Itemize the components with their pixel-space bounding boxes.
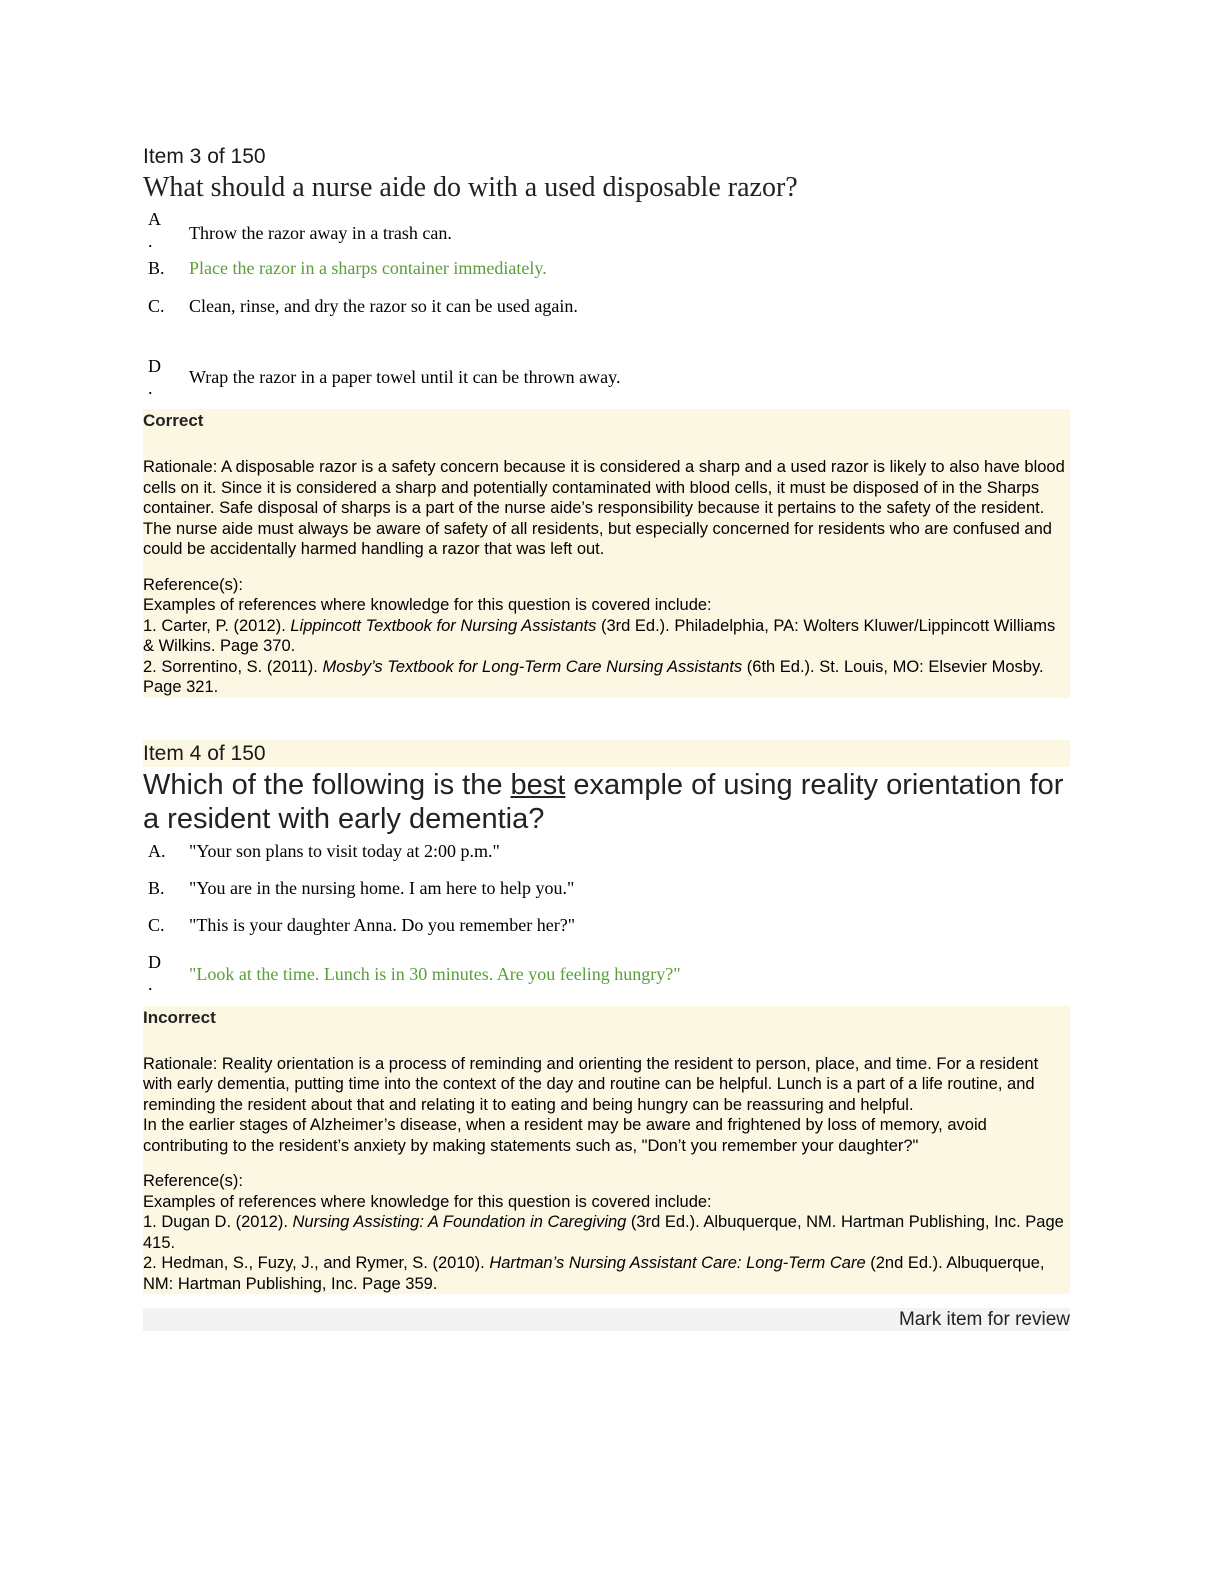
option-text: Place the razor in a sharps container immediately. <box>189 258 547 278</box>
option-letter: B. <box>148 877 165 898</box>
references-label: Reference(s): <box>143 1172 243 1190</box>
option-letter: D . <box>148 951 161 994</box>
feedback-panel <box>143 409 1070 698</box>
option-letter: A . <box>148 209 161 251</box>
references-intro: Examples of references where knowledge for this question is covered include: <box>143 596 712 614</box>
option-d[interactable] <box>143 355 1070 409</box>
references-intro: Examples of references where knowledge for this question is covered include: <box>143 1192 712 1211</box>
page-content <box>143 143 1070 1331</box>
option-text: "This is your daughter Anna. Do you remember her?" <box>189 914 576 935</box>
mark-review-bar <box>143 1308 1070 1331</box>
item-4 <box>143 740 1070 1295</box>
mark-review-link[interactable]: Mark item for review <box>898 1309 1070 1330</box>
option-text: "Your son plans to visit today at 2:00 p.m." <box>189 840 500 861</box>
question-text: Which of the following is the best example of using reality orientation for a resident with early dementia? <box>143 768 1064 835</box>
rationale-text: The nurse aide must always be aware of safety of all residents, but especially concerned for residents who are confused and could be accidentally harmed handling a razor that was left out. <box>143 519 1052 558</box>
option-text: Clean, rinse, and dry the razor so it can be used again. <box>189 296 578 316</box>
feedback-panel <box>143 1006 1070 1295</box>
item-counter: Item 3 of 150 <box>143 145 266 168</box>
option-c[interactable] <box>143 914 1070 951</box>
item-3 <box>143 143 1070 698</box>
option-d[interactable] <box>143 951 1070 1006</box>
reference-2: 2. Sorrentino, S. (2011). Mosby’s Textbook for Long-Term Care Nursing Assistants (6th Ed.). St. Louis, MO: Elsevier Mosby. Page 321. <box>143 657 1044 696</box>
item-counter: Item 4 of 150 <box>143 740 1070 767</box>
option-b[interactable] <box>143 877 1070 914</box>
option-a[interactable] <box>143 840 1070 877</box>
references-label: Reference(s): <box>143 575 243 594</box>
option-a[interactable] <box>143 208 1070 257</box>
option-letter: C. <box>148 296 165 316</box>
question-text: What should a nurse aide do with a used disposable razor? <box>143 172 798 203</box>
reference-1: 1. Dugan D. (2012). Nursing Assisting: A Foundation in Caregiving (3rd Ed.). Albuquerque, NM. Hartman Publishing, Inc. Page 415. <box>143 1213 1064 1252</box>
option-b[interactable] <box>143 257 1070 295</box>
option-text: "You are in the nursing home. I am here to help you." <box>189 877 575 898</box>
option-letter: C. <box>148 914 165 935</box>
option-letter: B. <box>148 258 165 278</box>
rationale-text: Rationale: A disposable razor is a safety concern because it is considered a sharp and a used razor is likely to also have blood cells on it. Since it is considered a sharp and potentially contaminated with blood cells, it must be disposed of in the Sharps container. Safe disposal of sharps is a part of the nurse aide’s responsibility because it pertains to the safety of the resident. <box>143 458 1065 517</box>
status-label: Incorrect <box>143 1007 216 1027</box>
rationale-text: Rationale: Reality orientation is a process of reminding and orienting the resident to person, place, and time. For a resident with early dementia, putting time into the context of the day and routine can be helpful. Lunch is a part of a life routine, and reminding the resident about that and relating it to eating and being hungry can be reassuring and helpful. <box>143 1054 1039 1114</box>
option-letter: A. <box>148 840 166 861</box>
option-letter: D . <box>148 356 161 398</box>
reference-1: 1. Carter, P. (2012). Lippincott Textbook for Nursing Assistants (3rd Ed.). Philadelphia, PA: Wolters Kluwer/Lippincott Williams & Wilkins. Page 370. <box>143 616 1056 655</box>
option-text: "Look at the time. Lunch is in 30 minutes. Are you feeling hungry?" <box>189 963 681 984</box>
status-label: Correct <box>143 411 204 430</box>
option-text: Throw the razor away in a trash can. <box>189 223 452 243</box>
option-text: Wrap the razor in a paper towel until it can be thrown away. <box>189 367 621 387</box>
reference-2: 2. Hedman, S., Fuzy, J., and Rymer, S. (2010). Hartman’s Nursing Assistant Care: Long-Term Care (2nd Ed.). Albuquerque, NM: Hartman Publishing, Inc. Page 359. <box>143 1254 1045 1293</box>
rationale-text: In the earlier stages of Alzheimer’s disease, when a resident may be aware and frightened by loss of memory, avoid contributing to the resident’s anxiety by making statements such as, "Don’t you remember your daughter?" <box>143 1116 987 1155</box>
option-c[interactable] <box>143 295 1070 355</box>
